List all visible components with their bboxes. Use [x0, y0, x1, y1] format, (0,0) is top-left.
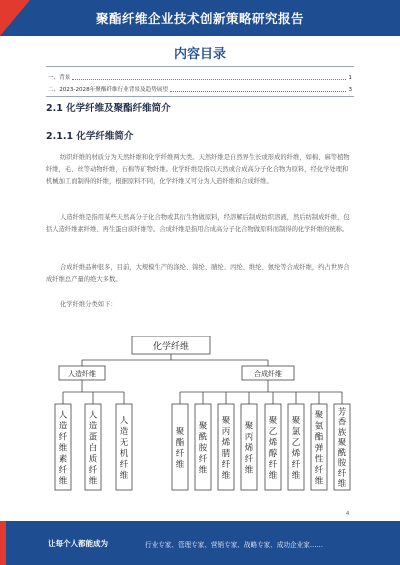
- group-node-label-artificial: 人造纤维: [68, 370, 96, 378]
- toc-entry-1[interactable]: [48, 73, 352, 81]
- toc-entry-2[interactable]: [48, 85, 352, 93]
- footer-tagline: 行业专家、管理专家、营销专家、战略专家、成功企业家……: [145, 541, 324, 549]
- paragraph-1-text: 纺织纤维的材质分为天然纤维和化学纤维两大类。天然纤维是自然界生长或形成的纤维，如棉、麻等植物纤维，毛、丝等动物纤维，石棉等矿物纤维。化学纤维是指以天然或合成高分子化合物为原料，经化学处理和机械加工而制得的纤维，根据原料不同，化学纤维又可分为人造纤维和合成纤维。: [46, 154, 350, 185]
- leaf-node-label: 聚氨酯弹性纤维: [314, 410, 324, 487]
- leaf-node-label: 人造蛋白质纤维: [88, 410, 98, 487]
- paragraph-3-text: 合成纤维品种很多，目前，大规模生产的涤纶、锦纶、腈纶、丙纶、维纶、氨纶等合成纤维，约占世界合成纤维总产量的绝大多数。: [46, 264, 350, 283]
- leaf-node-label: 人造无机纤维: [119, 416, 129, 482]
- toc-divider-bottom: [46, 96, 354, 97]
- footer-red-accent: [0, 521, 6, 565]
- paragraph-3: [46, 262, 354, 288]
- leaf-node-label: 聚丙烯纤维: [244, 421, 254, 476]
- report-footer: [0, 521, 400, 565]
- root-node-label: 化学纤维: [152, 342, 190, 352]
- leaf-node-label: 聚氯乙烯纤维: [291, 416, 301, 482]
- leaf-node-label: 聚乙烯醇纤维: [268, 416, 278, 482]
- paragraph-2: [46, 212, 354, 250]
- report-title: 聚酯纤维企业技术创新策略研究报告: [95, 11, 304, 26]
- toc-title: 内容目录: [173, 47, 226, 62]
- toc-dot-leader: [72, 79, 346, 80]
- toc-entry-page: 3: [348, 87, 352, 93]
- subsection-heading: 2.1.1 化学纤维简介: [46, 131, 134, 142]
- leaf-node-label: 聚酰胺纤维: [198, 421, 208, 476]
- fiber-classification-diagram: [44, 336, 356, 518]
- group-node-label-synthetic: 合成纤维: [254, 370, 282, 378]
- leaf-node-label: 聚丙烯腈纤维: [221, 416, 231, 482]
- toc-entry-page: 1: [348, 75, 352, 81]
- paragraph-4: [46, 299, 354, 311]
- page-number: 4: [346, 511, 350, 517]
- leaf-node-label: 聚酯纤维: [175, 427, 185, 471]
- toc-entry-label: 二、2023-2028年聚酯纤维行业背景及趋势展望: [48, 87, 168, 93]
- paragraph-4-text: 化学纤维分类如下：: [60, 301, 117, 308]
- leaf-node-label: 人造纤维素纤维: [58, 410, 68, 487]
- footer-slogan: 让每个人都能成为: [48, 539, 108, 548]
- toc-divider-top: [46, 66, 354, 67]
- section-heading: 2.1 化学纤维及聚酯纤维简介: [46, 103, 171, 114]
- leaf-node-label: 芳香族聚酰胺纤维: [337, 407, 347, 490]
- toc-dot-leader: [170, 91, 346, 92]
- paragraph-2-text: 人造纤维是指用某些天然高分子化合物或其衍生物做原料，经溶解后制成纺织溶液，然后纺制成纤维，包括人造纤维素纤维、再生蛋白质纤维等。合成纤维是指用合成高分子化合物做原料而制得的化学纤维的统称。: [46, 214, 350, 233]
- report-header: [0, 0, 400, 36]
- paragraph-1: [46, 152, 354, 202]
- toc-entry-label: 一、背景: [48, 75, 71, 81]
